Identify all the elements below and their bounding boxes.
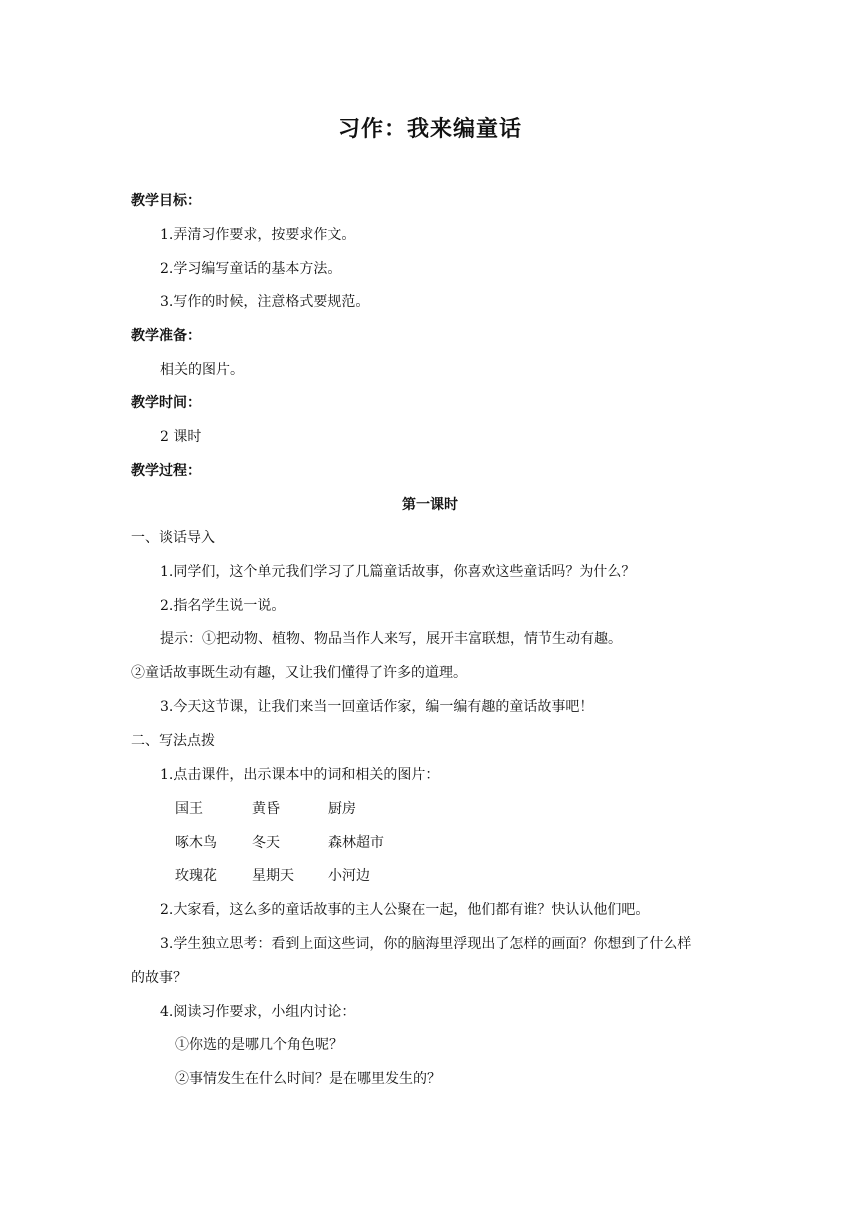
goal-item: 3.写作的时候，注意格式要规范。 — [160, 294, 370, 310]
paragraph: 1.同学们，这个单元我们学习了几篇童话故事，你喜欢这些童话吗？为什么？ — [160, 564, 636, 580]
paragraph: 2.大家看，这么多的童话故事的主人公聚在一起，他们都有谁？快认认他们吧。 — [160, 902, 650, 918]
word-item: 国王 — [175, 801, 203, 817]
word-item: 厨房 — [328, 801, 356, 817]
section-heading: 一、谈话导入 — [131, 530, 215, 546]
section-heading: 二、写法点拨 — [131, 733, 215, 749]
question-item: ①你选的是哪几个角色呢？ — [175, 1037, 343, 1053]
paragraph: ②童话故事既生动有趣，又让我们懂得了许多的道理。 — [131, 665, 467, 681]
goal-item: 2.学习编写童话的基本方法。 — [160, 261, 342, 277]
word-item: 小河边 — [328, 868, 370, 884]
word-item: 玫瑰花 — [175, 868, 217, 884]
paragraph: 2.指名学生说一说。 — [160, 598, 286, 614]
prep-heading: 教学准备： — [131, 328, 201, 344]
word-item: 黄昏 — [252, 801, 280, 817]
goals-heading: 教学目标： — [131, 193, 201, 209]
word-item: 森林超市 — [328, 835, 384, 851]
document-title: 习作：我来编童话 — [337, 117, 522, 142]
prep-text: 相关的图片。 — [160, 362, 244, 378]
paragraph: 4.阅读习作要求，小组内讨论： — [160, 1004, 356, 1020]
process-heading: 教学过程： — [131, 463, 201, 479]
question-item: ②事情发生在什么时间？是在哪里发生的？ — [175, 1071, 441, 1087]
word-item: 啄木鸟 — [175, 835, 217, 851]
time-text: 2 课时 — [160, 429, 202, 445]
paragraph: 3.学生独立思考：看到上面这些词，你的脑海里浮现出了怎样的画面？你想到了什么样 — [160, 936, 692, 952]
paragraph: 3.今天这节课，让我们来当一回童话作家，编一编有趣的童话故事吧！ — [160, 699, 594, 715]
word-item: 冬天 — [252, 835, 280, 851]
lesson-title: 第一课时 — [402, 497, 458, 513]
goal-item: 1.弄清习作要求，按要求作文。 — [160, 227, 356, 243]
paragraph: 提示：①把动物、植物、物品当作人来写，展开丰富联想，情节生动有趣。 — [160, 631, 622, 647]
word-item: 星期天 — [252, 868, 294, 884]
time-heading: 教学时间： — [131, 395, 201, 411]
paragraph: 1.点击课件，出示课本中的词和相关的图片： — [160, 767, 440, 783]
paragraph: 的故事？ — [131, 970, 187, 986]
